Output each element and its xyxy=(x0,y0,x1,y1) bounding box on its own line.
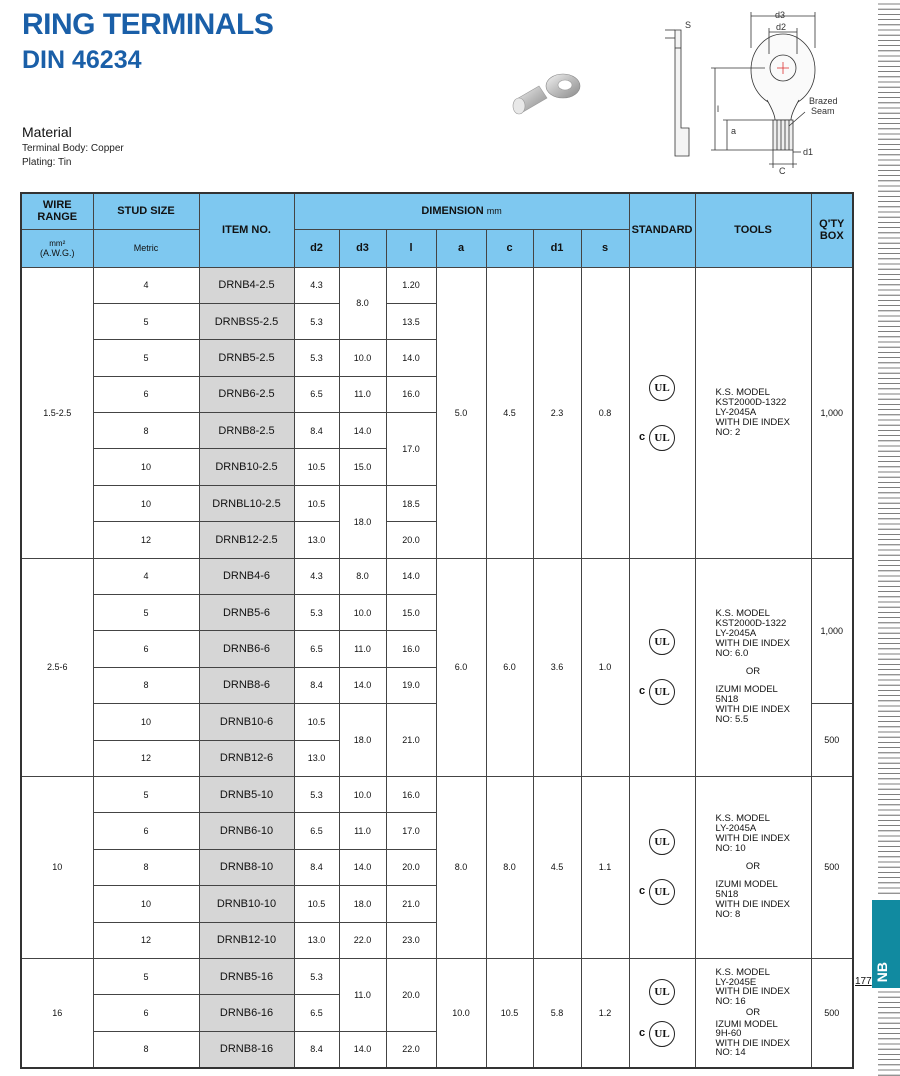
d2-cell: 6.5 xyxy=(294,995,339,1031)
tools-cell: K.S. MODEL LY-2045E WITH DIE INDEX NO: 16 OR IZUMI MODEL 9H-60 WITH DIE INDEX NO: 14 xyxy=(695,958,811,1068)
cul-listed-icon: c UL xyxy=(649,1021,675,1047)
drawing-label-s: S xyxy=(685,20,692,30)
l-cell: 13.5 xyxy=(386,303,436,339)
table-row xyxy=(21,558,853,594)
d2-cell: 5.3 xyxy=(294,303,339,339)
d2-cell: 5.3 xyxy=(294,340,339,376)
d2-cell: 6.5 xyxy=(294,631,339,667)
drawing-label-d2: d2 xyxy=(776,22,787,32)
header-item-no: ITEM NO. xyxy=(199,193,294,267)
stud-cell: 8 xyxy=(93,667,199,703)
c-cell: 8.0 xyxy=(486,776,533,958)
drawing-label-d1: d1 xyxy=(803,147,814,157)
l-cell: 15.0 xyxy=(386,595,436,631)
d3-cell: 18.0 xyxy=(339,704,386,777)
stud-cell: 5 xyxy=(93,303,199,339)
d1-cell: 5.8 xyxy=(533,958,581,1068)
l-cell: 20.0 xyxy=(386,849,436,885)
cul-listed-icon: c UL xyxy=(649,879,675,905)
ring-terminal-table xyxy=(20,192,854,1069)
d2-cell: 5.3 xyxy=(294,595,339,631)
stud-cell: 12 xyxy=(93,740,199,776)
ul-listed-icon: UL xyxy=(649,829,675,855)
stud-cell: 10 xyxy=(93,886,199,922)
d3-cell: 8.0 xyxy=(339,558,386,594)
d2-cell: 8.4 xyxy=(294,413,339,449)
terminal-photo xyxy=(505,64,585,124)
d3-cell: 11.0 xyxy=(339,958,386,1031)
standard-cell xyxy=(629,267,695,558)
drawing-label-c: C xyxy=(779,166,786,176)
d3-cell: 10.0 xyxy=(339,776,386,812)
header-c: c xyxy=(486,229,533,267)
header-wire-range: WIRE RANGE xyxy=(21,193,93,229)
stud-cell: 6 xyxy=(93,995,199,1031)
ul-listed-icon: UL xyxy=(649,979,675,1005)
d3-cell: 15.0 xyxy=(339,449,386,485)
d3-cell: 14.0 xyxy=(339,667,386,703)
c-cell: 4.5 xyxy=(486,267,533,558)
l-cell: 16.0 xyxy=(386,776,436,812)
item-no-cell: DRNB6-2.5 xyxy=(199,376,294,412)
ul-listed-icon: UL xyxy=(649,375,675,401)
d3-cell: 11.0 xyxy=(339,376,386,412)
item-no-cell: DRNB6-10 xyxy=(199,813,294,849)
item-no-cell: DRNB8-2.5 xyxy=(199,413,294,449)
item-no-cell: DRNB5-10 xyxy=(199,776,294,812)
qty-cell: 1,000 xyxy=(811,558,853,704)
d3-cell: 18.0 xyxy=(339,485,386,558)
d3-cell: 10.0 xyxy=(339,340,386,376)
s-cell: 1.1 xyxy=(581,776,629,958)
standard-cell xyxy=(629,958,695,1068)
d3-cell: 11.0 xyxy=(339,813,386,849)
standard-cell xyxy=(629,558,695,776)
stud-cell: 8 xyxy=(93,1031,199,1068)
l-cell: 17.0 xyxy=(386,413,436,486)
c-cell: 10.5 xyxy=(486,958,533,1068)
header-s: s xyxy=(581,229,629,267)
header-standard: STANDARD xyxy=(629,193,695,267)
material-heading: Material xyxy=(22,124,72,140)
table-row xyxy=(21,776,853,812)
a-cell: 6.0 xyxy=(436,558,486,776)
stud-cell: 5 xyxy=(93,958,199,994)
material-plating: Plating: Tin xyxy=(22,157,72,168)
d2-cell: 6.5 xyxy=(294,376,339,412)
header-tools: TOOLS xyxy=(695,193,811,267)
l-cell: 19.0 xyxy=(386,667,436,703)
cul-listed-icon: c UL xyxy=(649,425,675,451)
standard-cell xyxy=(629,776,695,958)
drawing-label-a: a xyxy=(731,126,737,136)
item-no-cell: DRNB6-16 xyxy=(199,995,294,1031)
item-no-cell: DRNB4-6 xyxy=(199,558,294,594)
d2-cell: 4.3 xyxy=(294,267,339,303)
l-cell: 1.20 xyxy=(386,267,436,303)
l-cell: 16.0 xyxy=(386,631,436,667)
wire-range-cell: 16 xyxy=(21,958,93,1068)
l-cell: 14.0 xyxy=(386,558,436,594)
item-no-cell: DRNB6-6 xyxy=(199,631,294,667)
tools-cell: K.S. MODEL KST2000D-1322 LY-2045A WITH DIE INDEX NO: 6.0 OR IZUMI MODEL 5N18 WITH DIE INDEX NO: 5.5 xyxy=(695,558,811,776)
d2-cell: 10.5 xyxy=(294,485,339,521)
header-d3: d3 xyxy=(339,229,386,267)
stud-cell: 10 xyxy=(93,485,199,521)
tools-cell: K.S. MODEL KST2000D-1322 LY-2045A WITH DIE INDEX NO: 2 xyxy=(695,267,811,558)
stud-cell: 6 xyxy=(93,376,199,412)
item-no-cell: DRNB8-6 xyxy=(199,667,294,703)
page-number: 177 xyxy=(855,976,872,987)
d3-cell: 8.0 xyxy=(339,267,386,340)
header-stud-size: STUD SIZE xyxy=(93,193,199,229)
header-qty: Q'TY BOX xyxy=(811,193,853,267)
drawing-label-l: l xyxy=(717,104,719,114)
item-no-cell: DRNB5-6 xyxy=(199,595,294,631)
d2-cell: 5.3 xyxy=(294,776,339,812)
d2-cell: 10.5 xyxy=(294,704,339,740)
table-row xyxy=(21,267,853,303)
l-cell: 22.0 xyxy=(386,1031,436,1068)
s-cell: 0.8 xyxy=(581,267,629,558)
item-no-cell: DRNB5-16 xyxy=(199,958,294,994)
tools-cell: K.S. MODEL LY-2045A WITH DIE INDEX NO: 10 OR IZUMI MODEL 5N18 WITH DIE INDEX NO: 8 xyxy=(695,776,811,958)
table-row xyxy=(21,958,853,994)
item-no-cell: DRNBL10-2.5 xyxy=(199,485,294,521)
d2-cell: 6.5 xyxy=(294,813,339,849)
qty-cell: 500 xyxy=(811,704,853,777)
wire-range-cell: 2.5-6 xyxy=(21,558,93,776)
l-cell: 21.0 xyxy=(386,704,436,777)
stud-cell: 6 xyxy=(93,813,199,849)
d2-cell: 10.5 xyxy=(294,886,339,922)
l-cell: 14.0 xyxy=(386,340,436,376)
stud-cell: 8 xyxy=(93,849,199,885)
header-d1: d1 xyxy=(533,229,581,267)
l-cell: 17.0 xyxy=(386,813,436,849)
page-subtitle: DIN 46234 xyxy=(22,46,142,74)
header-l: l xyxy=(386,229,436,267)
page-title: RING TERMINALS xyxy=(22,8,274,41)
s-cell: 1.0 xyxy=(581,558,629,776)
qty-cell: 1,000 xyxy=(811,267,853,558)
a-cell: 8.0 xyxy=(436,776,486,958)
d2-cell: 4.3 xyxy=(294,558,339,594)
l-cell: 23.0 xyxy=(386,922,436,958)
d3-cell: 14.0 xyxy=(339,849,386,885)
drawing-label-brazed: Brazed xyxy=(809,96,838,106)
drawing-label-d3: d3 xyxy=(775,10,786,20)
d2-cell: 8.4 xyxy=(294,667,339,703)
item-no-cell: DRNB8-10 xyxy=(199,849,294,885)
s-cell: 1.2 xyxy=(581,958,629,1068)
wire-range-cell: 10 xyxy=(21,776,93,958)
item-no-cell: DRNB4-2.5 xyxy=(199,267,294,303)
d2-cell: 8.4 xyxy=(294,849,339,885)
d3-cell: 18.0 xyxy=(339,886,386,922)
d2-cell: 13.0 xyxy=(294,522,339,558)
a-cell: 5.0 xyxy=(436,267,486,558)
item-no-cell: DRNB5-2.5 xyxy=(199,340,294,376)
d1-cell: 2.3 xyxy=(533,267,581,558)
item-no-cell: DRNB10-10 xyxy=(199,886,294,922)
item-no-cell: DRNB10-2.5 xyxy=(199,449,294,485)
item-no-cell: DRNBS5-2.5 xyxy=(199,303,294,339)
l-cell: 21.0 xyxy=(386,886,436,922)
header-wire-unit: mm² (A.W.G.) xyxy=(21,229,93,267)
header-dimension: DIMENSION mm xyxy=(294,193,629,229)
stud-cell: 12 xyxy=(93,522,199,558)
cul-listed-icon: c UL xyxy=(649,679,675,705)
stud-cell: 6 xyxy=(93,631,199,667)
material-body: Terminal Body: Copper xyxy=(22,143,124,154)
drawing-label-seam: Seam xyxy=(811,106,835,116)
d1-cell: 4.5 xyxy=(533,776,581,958)
item-no-cell: DRNB12-2.5 xyxy=(199,522,294,558)
d1-cell: 3.6 xyxy=(533,558,581,776)
header-d2: d2 xyxy=(294,229,339,267)
d3-cell: 22.0 xyxy=(339,922,386,958)
stud-cell: 5 xyxy=(93,776,199,812)
qty-cell: 500 xyxy=(811,958,853,1068)
stud-cell: 5 xyxy=(93,595,199,631)
d3-cell: 14.0 xyxy=(339,1031,386,1068)
d2-cell: 13.0 xyxy=(294,922,339,958)
stud-cell: 4 xyxy=(93,267,199,303)
d3-cell: 10.0 xyxy=(339,595,386,631)
item-no-cell: DRNB8-16 xyxy=(199,1031,294,1068)
d2-cell: 10.5 xyxy=(294,449,339,485)
dimension-drawing xyxy=(655,8,855,178)
l-cell: 20.0 xyxy=(386,522,436,558)
stud-cell: 5 xyxy=(93,340,199,376)
stud-cell: 10 xyxy=(93,449,199,485)
d2-cell: 8.4 xyxy=(294,1031,339,1068)
a-cell: 10.0 xyxy=(436,958,486,1068)
header-a: a xyxy=(436,229,486,267)
wire-range-cell: 1.5-2.5 xyxy=(21,267,93,558)
ul-listed-icon: UL xyxy=(649,629,675,655)
stud-cell: 10 xyxy=(93,704,199,740)
d3-cell: 11.0 xyxy=(339,631,386,667)
d2-cell: 13.0 xyxy=(294,740,339,776)
item-no-cell: DRNB10-6 xyxy=(199,704,294,740)
l-cell: 20.0 xyxy=(386,958,436,1031)
c-cell: 6.0 xyxy=(486,558,533,776)
header-stud-unit: Metric xyxy=(93,229,199,267)
d2-cell: 5.3 xyxy=(294,958,339,994)
stud-cell: 12 xyxy=(93,922,199,958)
qty-cell: 500 xyxy=(811,776,853,958)
item-no-cell: DRNB12-10 xyxy=(199,922,294,958)
section-tab: NB xyxy=(872,900,900,988)
l-cell: 18.5 xyxy=(386,485,436,521)
stud-cell: 8 xyxy=(93,413,199,449)
d3-cell: 14.0 xyxy=(339,413,386,449)
stud-cell: 4 xyxy=(93,558,199,594)
l-cell: 16.0 xyxy=(386,376,436,412)
item-no-cell: DRNB12-6 xyxy=(199,740,294,776)
